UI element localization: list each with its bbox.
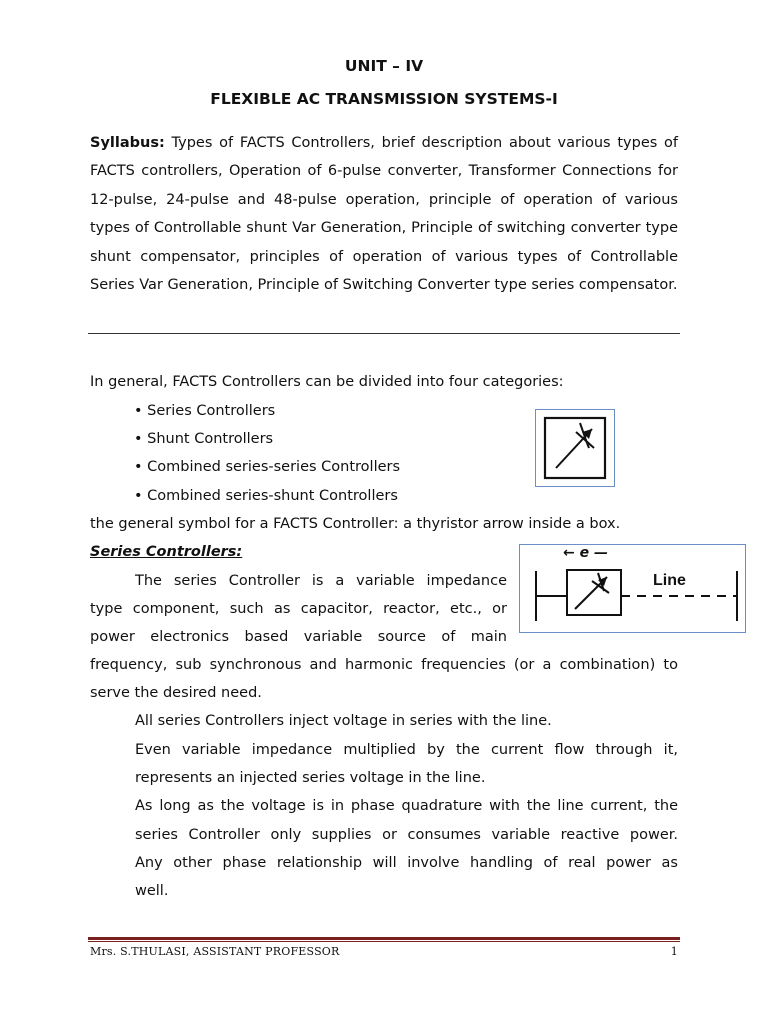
- page-number: 1: [670, 945, 678, 958]
- series-point: All series Controllers inject voltage in series with the line.: [135, 713, 552, 729]
- unit-heading: UNIT – IV: [344, 57, 424, 75]
- series-paragraph-line: type component, such as capacitor, reactor, etc., or: [90, 601, 507, 617]
- series-connection-icon: [520, 545, 745, 632]
- category-item: • Shunt Controllers: [134, 431, 274, 447]
- injected-voltage-label: ← e —: [563, 545, 608, 561]
- line-label: Line: [653, 572, 686, 589]
- series-paragraph-line: frequency, sub synchronous and harmonic frequencies (or a combination) to: [90, 657, 678, 673]
- series-point-line: represents an injected series voltage in the line.: [135, 770, 486, 786]
- symbol-description: the general symbol for a FACTS Controller: a thyristor arrow inside a box.: [90, 516, 621, 532]
- page-title: FLEXIBLE AC TRANSMISSION SYSTEMS-I: [210, 90, 558, 108]
- thyristor-symbol-icon: [536, 410, 614, 486]
- section-divider: [88, 333, 680, 334]
- categories-intro: In general, FACTS Controllers can be divided into four categories:: [90, 374, 564, 390]
- footer-author: Mrs. S.THULASI, ASSISTANT PROFESSOR: [90, 945, 340, 958]
- category-item: • Series Controllers: [134, 403, 276, 419]
- series-point-line: well.: [135, 883, 169, 899]
- series-controller-diagram: [519, 544, 746, 633]
- facts-symbol-figure: [535, 409, 615, 487]
- series-point-line: Any other phase relationship will involve handling of real power as: [135, 855, 678, 871]
- category-item: • Combined series-shunt Controllers: [134, 488, 398, 504]
- series-paragraph-line: serve the desired need.: [90, 685, 262, 701]
- series-point-line: series Controller only supplies or consumes variable reactive power.: [135, 827, 678, 843]
- series-point-line: Even variable impedance multiplied by the current flow through it,: [135, 742, 678, 758]
- footer-rule-thin: [88, 941, 680, 942]
- series-paragraph-line: The series Controller is a variable impedance: [135, 573, 507, 589]
- category-item: • Combined series-series Controllers: [134, 459, 401, 475]
- syllabus-text: Types of FACTS Controllers, brief description about various types of FACTS controllers, Operation of 6-pulse converter, Transformer Connections for 12-pulse, 24-pulse and 48-pulse operation, principle of operation of various types of Controllable shunt Var Generation, Principle of switching converter type shunt compensator, principles of operation of various types of Controllable Series Var Generation, Principle of Switching Converter type series compensator.: [90, 135, 679, 294]
- series-paragraph-line: power electronics based variable source of main: [90, 629, 507, 645]
- footer-rule-thick: [88, 937, 680, 940]
- series-controllers-heading: Series Controllers:: [90, 544, 243, 560]
- series-point-line: As long as the voltage is in phase quadrature with the line current, the: [135, 798, 678, 814]
- syllabus-label: Syllabus:: [90, 135, 165, 151]
- syllabus-paragraph: [90, 129, 678, 299]
